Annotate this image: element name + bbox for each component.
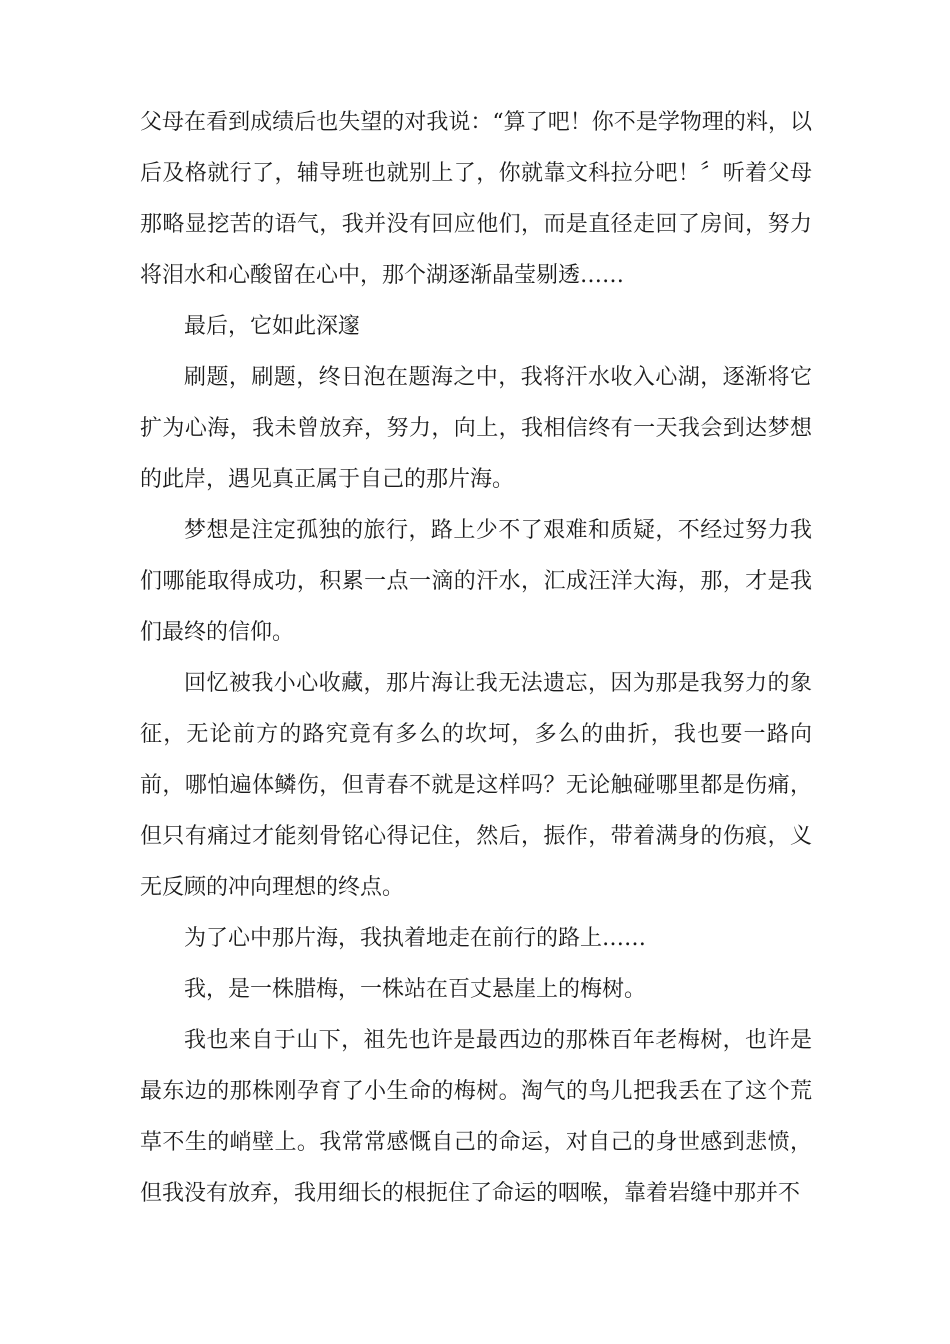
paragraph: 刷题，刷题，终日泡在题海之中，我将汗水收入心湖，逐渐将它扩为心海，我未曾放弃，努力，向上，我相信终有一天我会到达梦想的此岸，遇见真正属于自己的那片海。 (140, 365, 812, 492)
paragraph: 我，是一株腊梅，一株站在百丈悬崖上的梅树。 (184, 977, 647, 1002)
paragraph: 梦想是注定孤独的旅行，路上少不了艰难和质疑，不经过努力我们哪能取得成功，积累一点一滴的汗水，汇成汪洋大海，那，才是我们最终的信仰。 (140, 518, 812, 645)
paragraph: 回忆被我小心收藏，那片海让我无法遗忘，因为那是我努力的象征，无论前方的路究竟有多么的坎坷，多么的曲折，我也要一路向前，哪怕遍体鳞伤，但青春不就是这样吗？无论触碰哪里都是伤痛，但只有痛过才能刻骨铭心得记住，然后，振作，带着满身的伤痕，义无反顾的冲向理想的终点。 (140, 671, 812, 900)
paragraph: 最后，它如此深邃 (184, 314, 361, 339)
paragraph: 为了心中那片海，我执着地走在前行的路上…… (184, 926, 647, 951)
paragraph: 父母在看到成绩后也失望的对我说：“算了吧！你不是学物理的料，以后及格就行了，辅导班也就别上了，你就靠文科拉分吧！〞听着父母那略显挖苦的语气，我并没有回应他们，而是直径走回了房间，努力将泪水和心酸留在心中，那个湖逐渐晶莹剔透…… (140, 110, 812, 288)
paragraph: 我也来自于山下，祖先也许是最西边的那株百年老梅树，也许是最东边的那株刚孕育了小生命的梅树。淘气的鸟儿把我丢在了这个荒草不生的峭壁上。我常常感慨自己的命运，对自己的身世感到悲愤，但我没有放弃，我用细长的根扼住了命运的咽喉，靠着岩缝中那并不 (140, 1028, 812, 1206)
document-body (140, 97, 812, 1219)
